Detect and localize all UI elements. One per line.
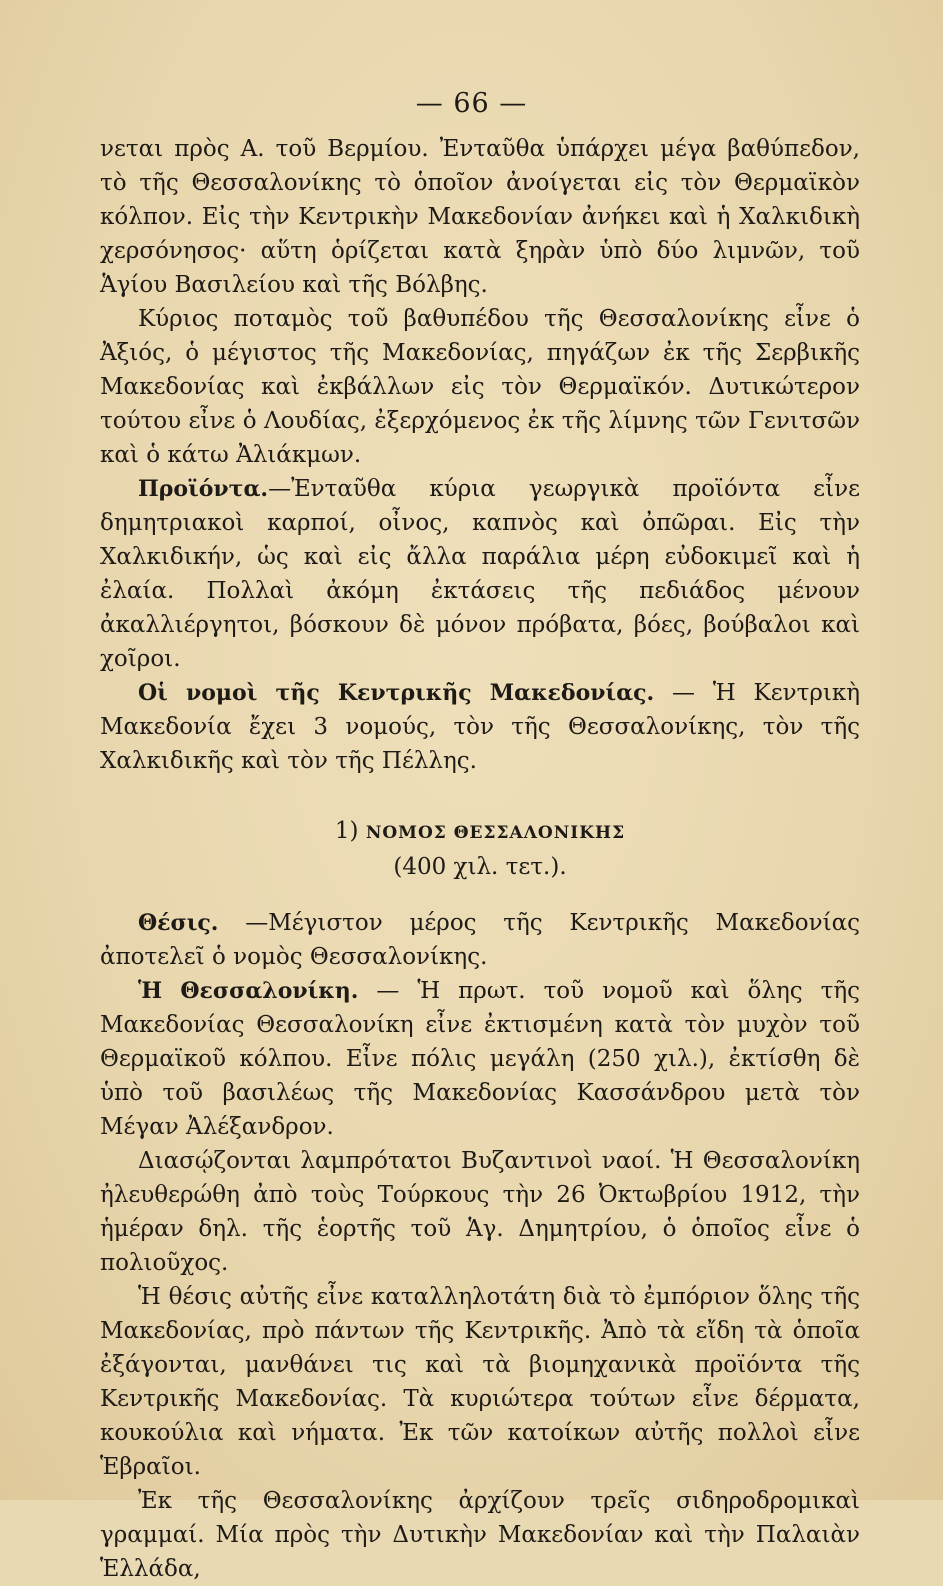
heading-number: 1)	[334, 818, 359, 844]
section-lead-position: Θέσις.	[138, 910, 219, 936]
page-number: — 66 —	[415, 88, 528, 119]
paragraph-3-text: —Ἐνταῦθα κύρια γεωργικὰ προϊόντα εἶνε δημητριακοὶ καρποί, οἶνος, καπνὸς καὶ ὀπῶραι. Εἰς τὴν Χαλκιδικήν, ὡς καὶ εἰς ἄλλα παράλια μέρη εὐδοκιμεῖ καὶ ἡ ἐλαία. Πολλαὶ ἀκόμη ἐκτάσεις τῆς πεδιάδος μένουν ἀκαλλιέργητοι, βόσκουν δὲ μόνον πρόβατα, βόες, βούβαλοι καὶ χοῖροι.	[100, 476, 860, 672]
paragraph-3	[100, 472, 860, 676]
section-lead-thessaloniki: Ἡ Θεσσαλονίκη.	[138, 978, 359, 1004]
paragraph-8: Ἡ θέσις αὐτῆς εἶνε καταλληλοτάτη διὰ τὸ ἐμπόριον ὅλης τῆς Μακεδονίας, πρὸ πάντων τῆς Κεντρικῆς. Ἀπὸ τὰ εἴδη τὰ ὁποῖα ἐξάγονται, μανθάνει τις καὶ τὰ βιομηχανικὰ προϊόντα τῆς Κεντρικῆς Μακεδονίας. Τὰ κυριώτερα τούτων εἶνε δέρματα, κουκούλια καὶ νήματα. Ἐκ τῶν κατοίκων αὐτῆς πολλοὶ εἶνε Ἑβραῖοι.	[100, 1284, 860, 1480]
paragraph-2: Κύριος ποταμὸς τοῦ βαθυπέδου τῆς Θεσσαλονίκης εἶνε ὁ Ἀξιός, ὁ μέγιστος τῆς Μακεδονίας, πηγάζων ἐκ τῆς Σερβικῆς Μακεδονίας καὶ ἐκβάλλων εἰς τὸν Θερμαϊκόν. Δυτικώτερον τούτου εἶνε ὁ Λουδίας, ἐξερχόμενος ἐκ τῆς λίμνης τῶν Γενιτσῶν καὶ ὁ κάτω Ἀλιάκμων.	[100, 306, 860, 468]
paragraph-4-text: — Ἡ Κεντρικὴ Μακεδονία ἔχει 3 νομούς, τὸν τῆς Θεσσαλονίκης, τὸν τῆς Χαλκιδικῆς καὶ τὸν τῆς Πέλλης.	[100, 680, 861, 774]
paragraph-5-text: —Μέγιστον μέρος τῆς Κεντρικῆς Μακεδονίας ἀποτελεῖ ὁ νομὸς Θεσσαλονίκης.	[100, 910, 861, 970]
section-lead-prefectures: Οἱ νομοὶ τῆς Κεντρικῆς Μακεδονίας.	[138, 680, 655, 706]
heading-area: (400 χιλ. τετ.).	[393, 854, 567, 880]
heading-title: ΝΟΜΟΣ ΘΕΣΣΑΛΟΝΙΚΗΣ	[365, 823, 626, 843]
paragraph-1: νεται πρὸς Α. τοῦ Βερμίου. Ἐνταῦθα ὑπάρχει μέγα βαθύπεδον, τὸ τῆς Θεσσαλονίκης τὸ ὁποῖον ἀνοίγεται εἰς τὸν Θερμαϊκὸν κόλπον. Εἰς τὴν Κεντρικὴν Μακεδονίαν ἀνήκει καὶ ἡ Χαλκιδικὴ χερσόνησος· αὕτη ὁρίζεται κατὰ ξηρὰν ὑπὸ δύο λιμνῶν, τοῦ Ἁγίου Βασιλείου καὶ τῆς Βόλβης.	[100, 136, 860, 298]
paragraph-6	[100, 974, 860, 1144]
body-text	[100, 132, 860, 1586]
paragraph-9: Ἐκ τῆς Θεσσαλονίκης ἀρχίζουν τρεῖς σιδηροδρομικαὶ γραμμαί. Μία πρὸς τὴν Δυτικὴν Μακεδονίαν καὶ τὴν Παλαιὰν Ἑλλάδα,	[100, 1488, 860, 1582]
section-lead-products: Προϊόντα.	[138, 476, 269, 502]
paragraph-5	[100, 906, 860, 974]
section-heading	[100, 814, 860, 850]
paragraph-7: Διασῴζονται λαμπρότατοι Βυζαντινοὶ ναοί. Ἡ Θεσσαλονίκη ἠλευθερώθη ἀπὸ τοὺς Τούρκους τὴν 26 Ὀκτωβρίου 1912, τὴν ἡμέραν δηλ. τῆς ἑορτῆς τοῦ Ἁγ. Δημητρίου, ὁ ὁποῖος εἶνε ὁ πολιοῦχος.	[100, 1148, 860, 1276]
paragraph-4	[100, 676, 860, 778]
paragraph-6-text: — Ἡ πρωτ. τοῦ νομοῦ καὶ ὅλης τῆς Μακεδονίας Θεσσαλονίκη εἶνε ἐκτισμένη κατὰ τὸν μυχὸν τοῦ Θερμαϊκοῦ κόλπου. Εἶνε πόλις μεγάλη (250 χιλ.), ἐκτίσθη δὲ ὑπὸ τοῦ βασιλέως τῆς Μακεδονίας Κασσάνδρου μετὰ τὸν Μέγαν Ἀλέξανδρον.	[100, 978, 860, 1140]
